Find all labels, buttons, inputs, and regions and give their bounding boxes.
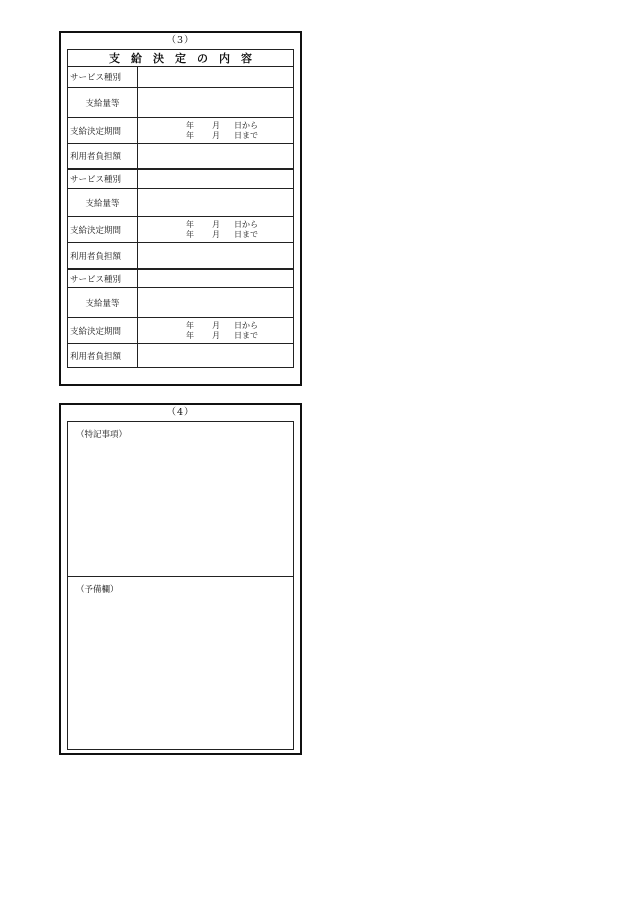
service-type-label: サービス種別 <box>68 270 138 287</box>
reserve-box <box>68 577 293 749</box>
amount-label: 支給量等 <box>68 189 138 216</box>
burden-label: 利用者負担額 <box>68 243 138 268</box>
panel-number: （3） <box>166 35 195 46</box>
period-label: 支給決定期間 <box>68 318 138 343</box>
period-row <box>68 318 293 344</box>
period-label: 支給決定期間 <box>68 217 138 242</box>
decision-panel <box>59 31 302 386</box>
day-until-unit: 日まで <box>234 130 258 140</box>
day-until-unit: 日まで <box>234 229 258 239</box>
month-unit: 月 <box>212 330 220 340</box>
day-from-unit: 日から <box>234 320 258 330</box>
period-range <box>186 121 258 141</box>
amount-label: 支給量等 <box>68 88 138 117</box>
period-range <box>186 321 258 341</box>
month-unit: 月 <box>212 229 220 239</box>
special-notes-box <box>68 422 293 577</box>
service-type-label: サービス種別 <box>68 170 138 188</box>
service-type-row <box>68 270 293 288</box>
year-unit: 年 <box>186 330 194 340</box>
year-unit: 年 <box>186 229 194 239</box>
burden-row <box>68 344 293 367</box>
notes-frame <box>67 421 294 750</box>
burden-label: 利用者負担額 <box>68 344 138 367</box>
year-unit: 年 <box>186 130 194 140</box>
burden-label: 利用者負担額 <box>68 144 138 168</box>
year-unit: 年 <box>186 320 194 330</box>
special-notes-label: （特記事項） <box>76 430 128 440</box>
decision-table <box>67 49 294 368</box>
notes-panel <box>59 403 302 755</box>
day-from-unit: 日から <box>234 120 258 130</box>
month-unit: 月 <box>212 120 220 130</box>
amount-row <box>68 189 293 217</box>
service-type-row <box>68 67 293 88</box>
period-label: 支給決定期間 <box>68 118 138 143</box>
panel-number: （4） <box>166 407 195 418</box>
month-unit: 月 <box>212 320 220 330</box>
decision-title: 支給決定の内容 <box>68 50 293 67</box>
service-type-row <box>68 170 293 189</box>
year-unit: 年 <box>186 219 194 229</box>
period-range <box>186 220 258 240</box>
amount-label: 支給量等 <box>68 288 138 317</box>
period-row <box>68 118 293 144</box>
burden-row <box>68 144 293 170</box>
period-row <box>68 217 293 243</box>
amount-row <box>68 288 293 318</box>
amount-row <box>68 88 293 118</box>
month-unit: 月 <box>212 130 220 140</box>
burden-row <box>68 243 293 270</box>
year-unit: 年 <box>186 120 194 130</box>
month-unit: 月 <box>212 219 220 229</box>
reserve-label: （予備欄） <box>76 585 119 595</box>
day-from-unit: 日から <box>234 219 258 229</box>
service-type-label: サービス種別 <box>68 67 138 87</box>
day-until-unit: 日まで <box>234 330 258 340</box>
